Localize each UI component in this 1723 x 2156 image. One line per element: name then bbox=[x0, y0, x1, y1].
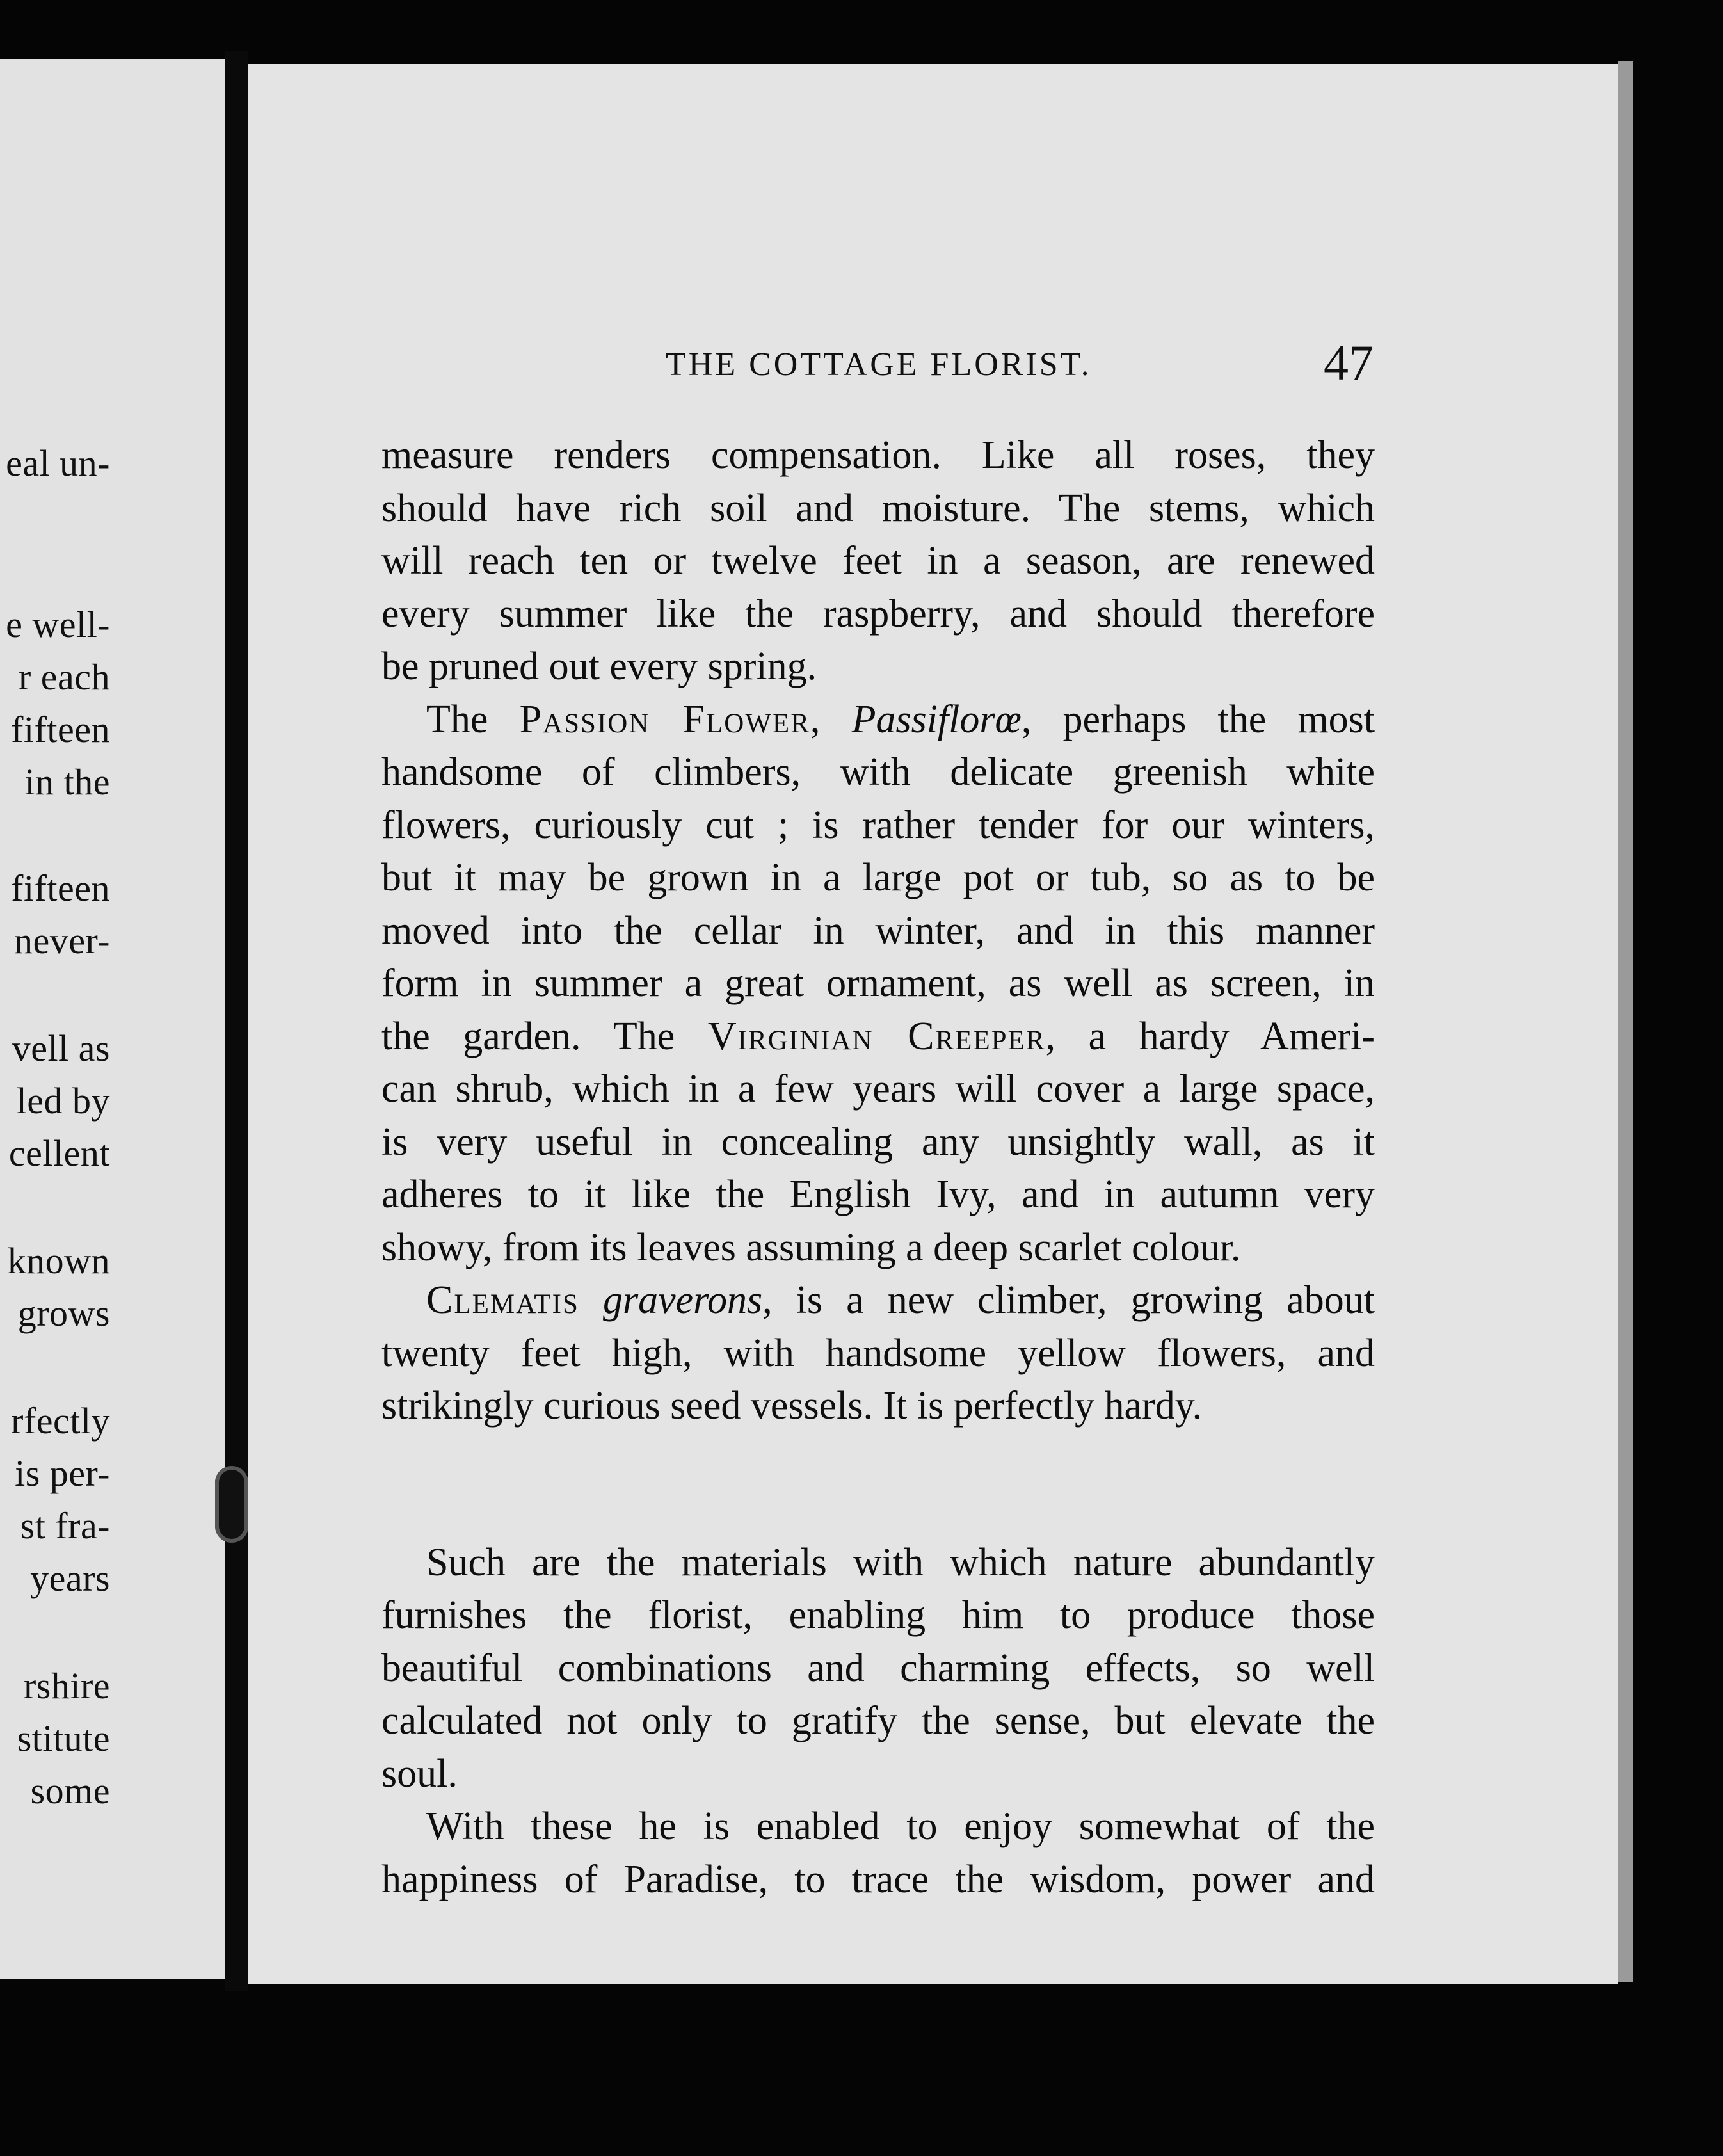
binding-thread bbox=[215, 1466, 248, 1543]
left-page-fragment: rfectly bbox=[11, 1400, 110, 1442]
text-line: With these he is enabled to enjoy somewhat of the bbox=[426, 1805, 1375, 1848]
text-line: is very useful in concealing any unsightly wall, as it bbox=[381, 1120, 1375, 1164]
plant-name: Clematis bbox=[426, 1278, 579, 1322]
text-line: adheres to it like the English Ivy, and in autumn very bbox=[381, 1173, 1375, 1216]
left-page-fragment: st fra- bbox=[20, 1505, 110, 1547]
text-line: twenty feet high, with handsome yellow flowers, and bbox=[381, 1331, 1375, 1375]
text-line: be pruned out every spring. bbox=[381, 645, 817, 688]
left-page-fragment: cellent bbox=[8, 1132, 110, 1174]
left-page-fragment: grows bbox=[17, 1292, 110, 1334]
left-page-fragment: r each bbox=[18, 656, 110, 698]
left-page-fragment: is per- bbox=[15, 1452, 110, 1494]
text-line: furnishes the florist, enabling him to produce those bbox=[381, 1593, 1375, 1637]
text-line: should have rich soil and moisture. The stems, which bbox=[381, 486, 1375, 530]
left-page-fragment: vell as bbox=[12, 1027, 110, 1069]
left-page-fragment: e well- bbox=[6, 604, 110, 645]
text-line: moved into the cellar in winter, and in this manner bbox=[381, 908, 1375, 953]
text-line: beautiful combinations and charming effects, so well bbox=[381, 1646, 1375, 1690]
book-page bbox=[248, 64, 1618, 1984]
text-line: happiness of Paradise, to trace the wisdom, power and bbox=[381, 1857, 1375, 1901]
running-head: THE COTTAGE FLORIST. bbox=[666, 346, 1092, 383]
latin-name: graverons bbox=[603, 1278, 763, 1322]
text-line: will reach ten or twelve feet in a season, are renewed bbox=[381, 539, 1375, 583]
page-number: 47 bbox=[1324, 335, 1374, 390]
left-page-fragment: some bbox=[30, 1770, 110, 1812]
text-line: The Passion Flower, Passiflorœ, perhaps the most bbox=[426, 697, 1375, 741]
text-line: can shrub, which in a few years will cover a large space, bbox=[381, 1067, 1375, 1111]
plant-name: Passion Flower bbox=[519, 697, 810, 741]
left-page-fragment: known bbox=[7, 1240, 110, 1282]
text-line: soul. bbox=[381, 1751, 458, 1796]
left-page-fragment: eal un- bbox=[6, 442, 110, 484]
text-line: the garden. The Virginian Creeper, a hardy Ameri- bbox=[381, 1014, 1375, 1058]
text-line: flowers, curiously cut ; is rather tender for our winters, bbox=[381, 803, 1375, 847]
text-line: Clematis graverons, is a new climber, growing about bbox=[426, 1278, 1375, 1322]
page-header bbox=[248, 275, 1618, 390]
previous-page-sliver bbox=[0, 59, 229, 1979]
text-line: showy, from its leaves assuming a deep scarlet colour. bbox=[381, 1225, 1241, 1269]
page-edge bbox=[1618, 61, 1633, 1982]
left-page-fragment: stitute bbox=[17, 1718, 110, 1759]
left-page-fragment: led by bbox=[16, 1080, 110, 1122]
plant-name: Virginian Creeper bbox=[707, 1014, 1046, 1058]
text-line: calculated not only to gratify the sense, but elevate the bbox=[381, 1699, 1375, 1742]
left-page-fragment: never- bbox=[14, 920, 110, 961]
left-page-fragment: in the bbox=[24, 761, 110, 803]
section-gap bbox=[381, 1433, 1375, 1536]
left-page-fragment: fifteen bbox=[11, 709, 110, 750]
left-page-fragment: rshire bbox=[23, 1665, 110, 1707]
text-line: measure renders compensation. Like all roses, they bbox=[381, 433, 1375, 477]
latin-name: Passiflorœ bbox=[851, 697, 1022, 741]
text-line: strikingly curious seed vessels. It is perfectly hardy. bbox=[381, 1384, 1203, 1428]
book-gutter bbox=[225, 51, 248, 1991]
text-line: but it may be grown in a large pot or tub, so as to be bbox=[381, 856, 1375, 899]
left-page-fragment: years bbox=[30, 1557, 110, 1599]
body-text bbox=[381, 429, 1375, 1906]
left-page-fragment: fifteen bbox=[11, 867, 110, 909]
text-line: every summer like the raspberry, and should therefore bbox=[381, 591, 1375, 636]
text-line: form in summer a great ornament, as well as screen, in bbox=[381, 961, 1375, 1005]
text-line: Such are the materials with which nature abundantly bbox=[426, 1540, 1375, 1584]
text-line: handsome of climbers, with delicate greenish white bbox=[381, 750, 1375, 794]
